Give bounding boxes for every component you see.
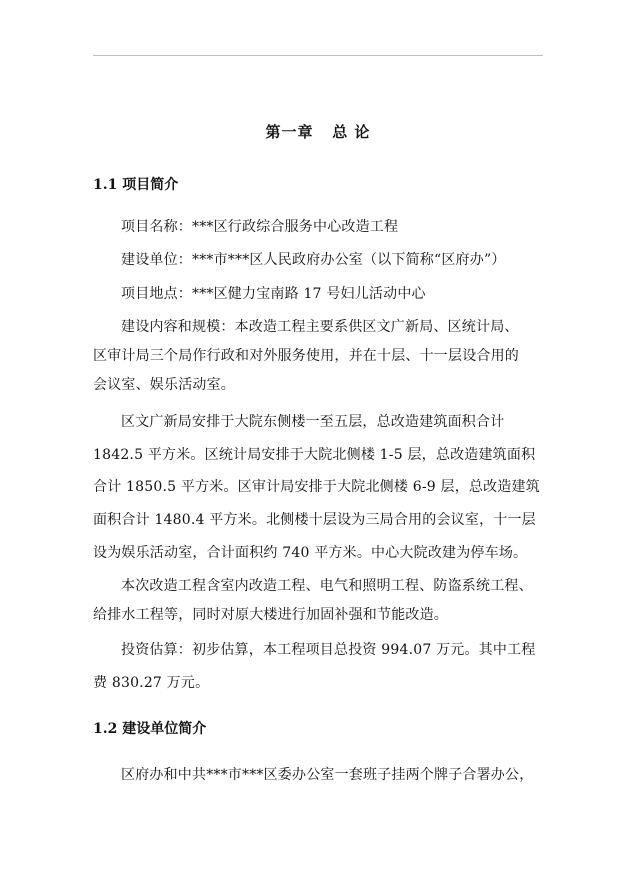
paragraph-line: 设为娱乐活动室，合计面积约 740 平方米。中心大院改建为停车场。 [93,545,528,561]
paragraph-line: 区审计局三个局作行政和对外服务使用，并在十层、十一层设合用的 [93,348,519,364]
paragraph-line: 合计 1850.5 平方米。区审计局安排于大院北侧楼 6-9 层，总改造建筑 [93,479,540,495]
paragraph-line: 会议室、娱乐活动室。 [93,377,235,393]
paragraph-line: 费 830.27 万元。 [93,675,210,691]
section-heading-1-2: 1.2 建设单位简介 [93,721,207,737]
paragraph-line: 建设单位：***市***区人民政府办公室（以下简称“区府办”） [121,252,506,268]
paragraph-line: 区文广新局安排于大院东侧楼一至五层，总改造建筑面积合计 [121,414,505,430]
paragraph-line: 给排水工程等，同时对原大楼进行加固补强和节能改造。 [93,607,448,623]
paragraph-line: 投资估算：初步估算，本工程项目总投资 994.07 万元。其中工程 [121,642,536,658]
header-rule [93,55,543,56]
paragraph-line: 区府办和中共***市***区委办公室一套班子挂两个牌子合署办公， [121,767,534,783]
section-heading-1-1: 1.1 项目简介 [93,177,179,193]
paragraph-line: 本次改造工程含室内改造工程、电气和照明工程、防盗系统工程、 [121,578,533,594]
paragraph-line: 建设内容和规模：本改造工程主要系供区文广新局、区统计局、 [121,319,519,335]
paragraph-line: 面积合计 1480.4 平方米。北侧楼十层设为三局合用的会议室，十一层 [93,512,536,528]
paragraph-line: 项目地点：***区健力宝南路 17 号妇儿活动中心 [121,286,426,302]
paragraph-line: 项目名称：***区行政综合服务中心改造工程 [121,219,399,235]
chapter-title: 第一章 总 论 [265,123,371,141]
paragraph-line: 1842.5 平方米。区统计局安排于大院北侧楼 1-5 层，总改造建筑面积 [93,447,536,463]
